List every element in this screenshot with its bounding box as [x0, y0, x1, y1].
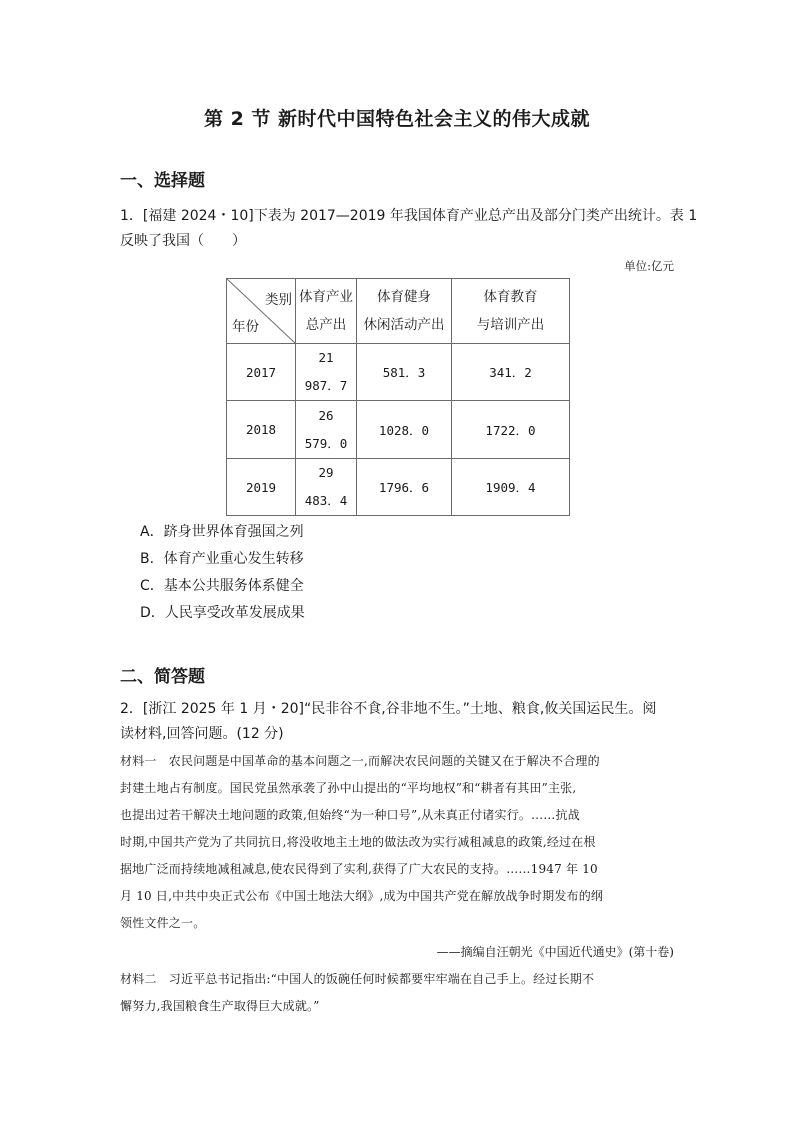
section-heading-choice: 一、选择题 — [120, 171, 205, 191]
header-fitness-output-line-2: 休闲活动产出 — [363, 317, 445, 333]
material-2-line: 材料二 习近平总书记指出:“中国人的饭碗任何时候都要牢牢端在自己手上。经过长期不 — [120, 972, 595, 986]
cell-education-output: 1722．0 — [452, 401, 570, 459]
cell-total-output — [296, 459, 357, 516]
header-education-output-line-1: 体育教育 — [483, 289, 538, 305]
cell-total-output-part-2: 483．4 — [304, 493, 348, 508]
table-corner-cell — [227, 279, 296, 344]
option-c[interactable]: C．基本公共服务体系健全 — [140, 578, 304, 594]
material-1-line: 据地广泛而持续地减租减息,使农民得到了实利,获得了广大农民的支持。……1947 年 10 — [120, 862, 598, 876]
material-1-line: 也提出过若干解决土地问题的政策,但始终“为一种口号”,从未真正付诸实行。……抗战 — [120, 808, 580, 822]
question-1-text-line-2: 反映了我国（ ） — [120, 233, 246, 249]
cell-total-output-part-1: 26 — [318, 407, 334, 423]
cell-total-output-part-1: 29 — [318, 465, 334, 480]
page-title: 第 2 节 新时代中国特色社会主义的伟大成就 — [203, 108, 591, 130]
cell-total-output-part-2: 579．0 — [304, 435, 348, 451]
material-1-line: 月 10 日,中共中央正式公布《中国土地法大纲》,成为中国共产党在解放战争时期发布的纲 — [120, 889, 604, 903]
cell-total-output — [296, 344, 357, 401]
material-1-line: 时期,中国共产党为了共同抗日,将没收地主土地的做法改为实行减租减息的政策,经过在根 — [120, 835, 596, 849]
header-total-output-line-2: 总产出 — [305, 317, 347, 333]
cell-fitness-output: 581．3 — [357, 344, 452, 401]
question-2-text-line-1: 2．[浙江 2025 年 1 月・20]“民非谷不食,谷非地不生。”土地、粮食,攸关国运民生。阅 — [120, 701, 657, 717]
option-d[interactable]: D．人民享受改革发展成果 — [140, 605, 305, 621]
table-row — [227, 344, 570, 401]
header-total-output — [296, 279, 357, 344]
header-fitness-output-line-1: 体育健身 — [377, 289, 431, 305]
unit-label: 单位:亿元 — [624, 259, 674, 273]
sports-output-table — [226, 278, 570, 516]
cell-year: 2019 — [227, 459, 296, 516]
cell-fitness-output: 1796．6 — [357, 459, 452, 516]
table-row — [227, 401, 570, 459]
material-1-line: 领性文件之一。 — [120, 916, 206, 930]
cell-year: 2018 — [227, 401, 296, 459]
cell-education-output: 341．2 — [452, 344, 570, 401]
question-2-text-line-2: 读材料,回答问题。(12 分) — [120, 726, 284, 742]
material-1-line: 材料一 农民问题是中国革命的基本问题之一,而解决农民问题的关键又在于解决不合理的 — [120, 754, 600, 768]
cell-year: 2017 — [227, 344, 296, 401]
header-education-output — [452, 279, 570, 344]
cell-total-output-part-2: 987．7 — [304, 378, 348, 393]
material-1-line: 封建土地占有制度。国民党虽然承袭了孙中山提出的“平均地权”和“耕者有其田”主张, — [120, 781, 577, 795]
cell-fitness-output: 1028．0 — [357, 401, 452, 459]
question-1-text-line-1: 1．[福建 2024・10]下表为 2017—2019 年我国体育产业总产出及部分门类产出统计。表 1 — [120, 208, 698, 224]
material-1-source: ——摘编自汪朝光《中国近代通史》(第十卷) — [436, 945, 674, 959]
header-total-output-line-1: 体育产业 — [299, 289, 353, 305]
cell-education-output: 1909．4 — [452, 459, 570, 516]
header-fitness-output — [357, 279, 452, 344]
table-header-row — [227, 279, 570, 344]
option-a[interactable]: A．跻身世界体育强国之列 — [140, 524, 304, 540]
corner-label-category: 类别 — [265, 292, 292, 308]
corner-label-year: 年份 — [232, 319, 259, 335]
header-education-output-line-2: 与培训产出 — [476, 317, 545, 333]
table-row — [227, 459, 570, 516]
material-2-line: 懈努力,我国粮食生产取得巨大成就。” — [120, 999, 320, 1013]
cell-total-output — [296, 401, 357, 459]
option-b[interactable]: B．体育产业重心发生转移 — [140, 551, 304, 567]
section-heading-short-answer: 二、简答题 — [120, 667, 205, 687]
cell-total-output-part-1: 21 — [318, 350, 334, 365]
